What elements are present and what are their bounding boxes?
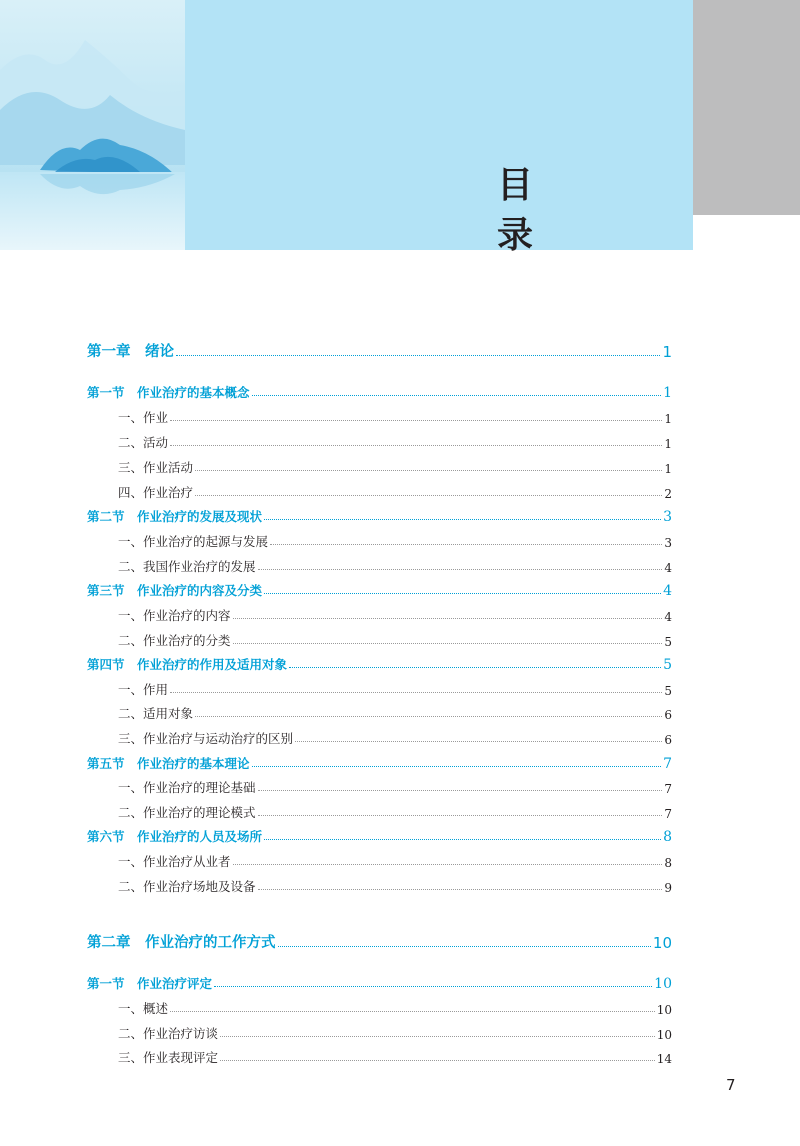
toc-chapter-row (87, 339, 672, 361)
dotted-leader (214, 986, 652, 987)
toc-item-row (87, 799, 672, 821)
toc-item-row (87, 700, 672, 722)
toc-entry-label: 一、作用 (118, 682, 169, 697)
toc-section-row (87, 750, 672, 772)
toc-entry-page: 6 (664, 733, 672, 747)
toc-entry-page: 10 (656, 1028, 672, 1042)
dotted-leader (170, 1011, 655, 1012)
toc-entry-page: 2 (664, 487, 672, 501)
toc-item-row (87, 454, 672, 476)
toc-entry-page: 5 (664, 684, 672, 698)
dotted-leader (278, 946, 651, 947)
toc-entry-label: 三、作业表现评定 (118, 1050, 219, 1065)
dotted-leader (195, 716, 662, 717)
toc-item-row (87, 627, 672, 649)
toc-entry-label: 第五节 作业治疗的基本理论 (87, 756, 250, 771)
toc-chapter-row (87, 930, 672, 952)
dotted-leader (258, 815, 663, 816)
toc-item-row (87, 553, 672, 575)
toc-entry-label: 三、作业治疗与运动治疗的区别 (118, 731, 294, 746)
dotted-leader (270, 544, 662, 545)
toc-item-row (87, 429, 672, 451)
toc-entry-label: 一、作业治疗从业者 (118, 854, 231, 869)
toc-entry-page: 14 (656, 1052, 672, 1066)
toc-entry-page: 8 (664, 856, 672, 870)
toc-entry-label: 一、作业 (118, 410, 169, 425)
toc-item-row (87, 774, 672, 796)
toc-item-row (87, 995, 672, 1017)
toc-section-row (87, 379, 672, 401)
toc-entry-page: 8 (663, 829, 672, 845)
dotted-leader (264, 839, 661, 840)
toc-section-row (87, 651, 672, 673)
toc-entry-page: 7 (664, 807, 672, 821)
toc-entry-label: 二、适用对象 (118, 706, 194, 721)
toc-entry-label: 二、作业治疗场地及设备 (118, 879, 256, 894)
toc-item-row (87, 848, 672, 870)
toc-entry-label: 第一节 作业治疗的基本概念 (87, 385, 250, 400)
toc-entry-label: 第四节 作业治疗的作用及适用对象 (87, 657, 288, 672)
gray-corner-tab (693, 0, 800, 215)
toc-item-row (87, 676, 672, 698)
toc-entry-page: 9 (664, 881, 672, 895)
toc-entry-label: 一、作业治疗的理论基础 (118, 780, 256, 795)
dotted-leader (195, 495, 662, 496)
toc-entry-label: 一、作业治疗的内容 (118, 608, 231, 623)
page-number: 7 (726, 1076, 736, 1094)
toc-entry-page: 5 (663, 657, 672, 673)
toc-section-row (87, 823, 672, 845)
toc-entry-page: 5 (664, 635, 672, 649)
toc-entry-page: 1 (663, 385, 672, 401)
toc-entry-label: 第一章 绪论 (87, 344, 174, 360)
toc-section-row (87, 970, 672, 992)
toc-item-row (87, 602, 672, 624)
toc-entry-page: 1 (662, 343, 672, 361)
toc-entry-label: 二、作业治疗的分类 (118, 633, 231, 648)
toc-item-row (87, 404, 672, 426)
dotted-leader (170, 445, 662, 446)
toc-entry-page: 4 (664, 610, 672, 624)
dotted-leader (233, 864, 663, 865)
dotted-leader (258, 569, 663, 570)
toc-entry-label: 二、我国作业治疗的发展 (118, 559, 256, 574)
toc-entry-label: 二、作业治疗访谈 (118, 1026, 219, 1041)
toc-entry-label: 第二节 作业治疗的发展及现状 (87, 509, 263, 524)
dotted-leader (195, 470, 662, 471)
toc-entry-page: 4 (663, 583, 672, 599)
dotted-leader (295, 741, 662, 742)
toc-entry-label: 二、作业治疗的理论模式 (118, 805, 256, 820)
dotted-leader (264, 519, 661, 520)
toc-entry-page: 10 (654, 976, 672, 992)
toc-entry-page: 1 (664, 462, 672, 476)
toc-entry-page: 7 (664, 782, 672, 796)
toc-entry-page: 3 (663, 509, 672, 525)
dotted-leader (258, 790, 663, 791)
toc-item-row (87, 479, 672, 501)
toc-entry-label: 三、作业活动 (118, 460, 194, 475)
toc-item-row (87, 873, 672, 895)
dotted-leader (220, 1060, 655, 1061)
toc-entry-label: 第六节 作业治疗的人员及场所 (87, 829, 263, 844)
toc-entry-page: 10 (656, 1003, 672, 1017)
toc-entry-page: 7 (663, 756, 672, 772)
dotted-leader (220, 1036, 655, 1037)
toc-section-row (87, 577, 672, 599)
toc-entry-label: 四、作业治疗 (118, 485, 194, 500)
toc-entry-label: 一、作业治疗的起源与发展 (118, 534, 269, 549)
toc-entry-label: 一、概述 (118, 1001, 169, 1016)
toc-item-row (87, 725, 672, 747)
toc-entry-page: 6 (664, 708, 672, 722)
toc-entry-page: 1 (664, 412, 672, 426)
dotted-leader (176, 355, 660, 356)
toc-section-row (87, 503, 672, 525)
landscape-illustration (0, 0, 185, 250)
toc-entry-label: 第一节 作业治疗评定 (87, 976, 213, 991)
toc-item-row (87, 1044, 672, 1066)
toc-entry-label: 第二章 作业治疗的工作方式 (87, 935, 276, 951)
dotted-leader (258, 889, 663, 890)
dotted-leader (264, 593, 661, 594)
toc-item-row (87, 528, 672, 550)
toc-item-row (87, 1020, 672, 1042)
toc-entry-page: 4 (664, 561, 672, 575)
toc-entry-page: 1 (664, 437, 672, 451)
toc-entry-page: 3 (664, 536, 672, 550)
dotted-leader (252, 766, 662, 767)
dotted-leader (252, 395, 662, 396)
toc-entry-page: 10 (652, 934, 672, 952)
toc-entry-label: 二、活动 (118, 435, 169, 450)
dotted-leader (289, 667, 661, 668)
dotted-leader (233, 643, 663, 644)
dotted-leader (170, 420, 662, 421)
toc-entry-label: 第三节 作业治疗的内容及分类 (87, 583, 263, 598)
dotted-leader (233, 618, 663, 619)
dotted-leader (170, 692, 662, 693)
page-title: 目 录 (497, 164, 638, 256)
